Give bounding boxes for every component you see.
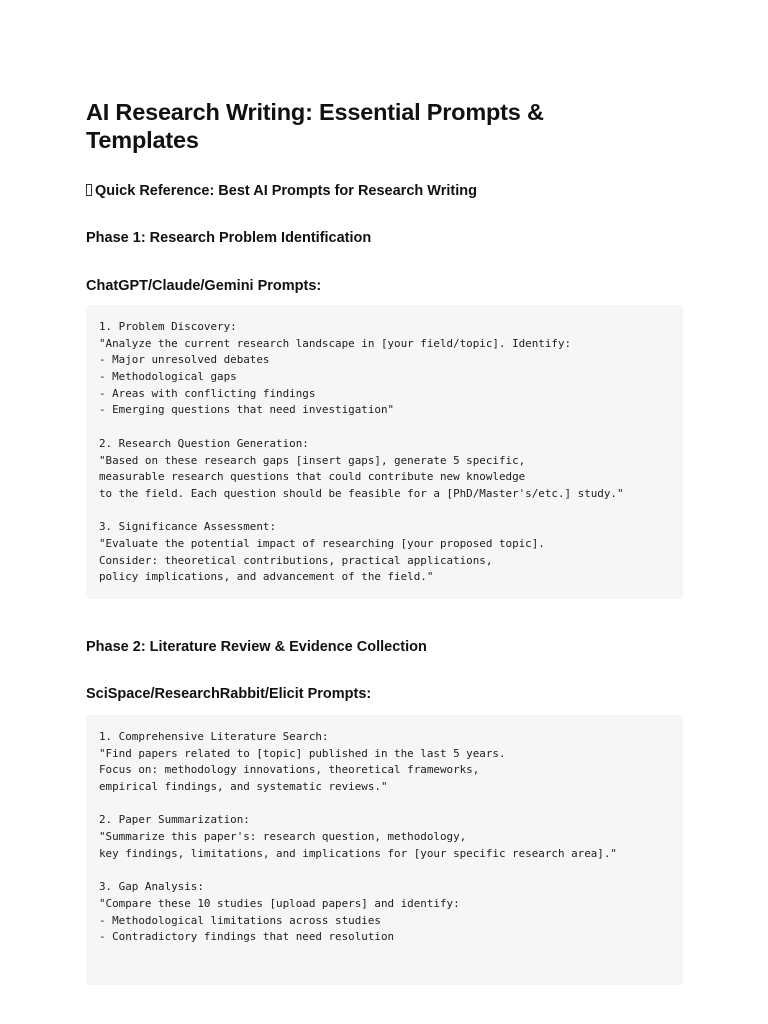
code-line: "Based on these research gaps [insert gaps], generate 5 specific, (99, 453, 526, 467)
code-line: key findings, limitations, and implications for [your specific research area]." (99, 846, 617, 860)
code-line: - Areas with conflicting findings (99, 386, 316, 400)
code-line: 1. Problem Discovery: (99, 320, 237, 333)
code-line: measurable research questions that could contribute new knowledge (99, 470, 526, 484)
code-line: "Summarize this paper's: research question, methodology, (99, 830, 467, 844)
code-line (99, 419, 670, 436)
phase-1-heading: Phase 1: Research Problem Identification (86, 230, 372, 246)
code-line: 1. Comprehensive Literature Search: (99, 730, 329, 743)
code-line (99, 863, 670, 880)
code-line: 2. Research Question Generation: (99, 436, 309, 450)
code-line: policy implications, and advancement of the field." (99, 570, 434, 584)
code-line: - Emerging questions that need investigation" (99, 403, 395, 417)
code-line: 3. Gap Analysis: (99, 880, 204, 894)
phase-2-code-block (86, 715, 683, 985)
code-line: "Compare these 10 studies [upload papers] and identify: (99, 896, 460, 910)
phase-2-tools-heading: SciSpace/ResearchRabbit/Elicit Prompts: (86, 686, 372, 702)
phase-2-heading: Phase 2: Literature Review & Evidence Collection (86, 639, 427, 655)
code-line: - Methodological gaps (99, 370, 237, 384)
code-line: empirical findings, and systematic reviews." (99, 780, 388, 794)
quick-reference-heading (86, 181, 477, 201)
unsupported-glyph-icon (86, 184, 92, 196)
code-line: 2. Paper Summarization: (99, 813, 250, 827)
code-line: - Methodological limitations across studies (99, 913, 381, 927)
phase-1-tools-heading: ChatGPT/Claude/Gemini Prompts: (86, 278, 322, 294)
code-line: to the field. Each question should be feasible for a [PhD/Master's/etc.] study." (99, 486, 624, 500)
code-line: - Contradictory findings that need resolution (99, 930, 395, 944)
code-line (99, 796, 670, 813)
code-line: 3. Significance Assessment: (99, 520, 277, 534)
quick-reference-label: Quick Reference: Best AI Prompts for Research Writing (95, 183, 477, 199)
code-line: "Find papers related to [topic] published in the last 5 years. (99, 746, 506, 760)
document-title: AI Research Writing: Essential Prompts & Templates (86, 99, 544, 153)
phase-1-code-block (86, 305, 683, 599)
code-line: Consider: theoretical contributions, practical applications, (99, 553, 493, 567)
code-line: Focus on: methodology innovations, theoretical frameworks, (99, 763, 480, 777)
code-line: - Major unresolved debates (99, 353, 270, 367)
code-line: "Analyze the current research landscape in [your field/topic]. Identify: (99, 336, 572, 350)
code-line (99, 503, 670, 520)
code-line: "Evaluate the potential impact of researching [your proposed topic]. (99, 536, 545, 550)
